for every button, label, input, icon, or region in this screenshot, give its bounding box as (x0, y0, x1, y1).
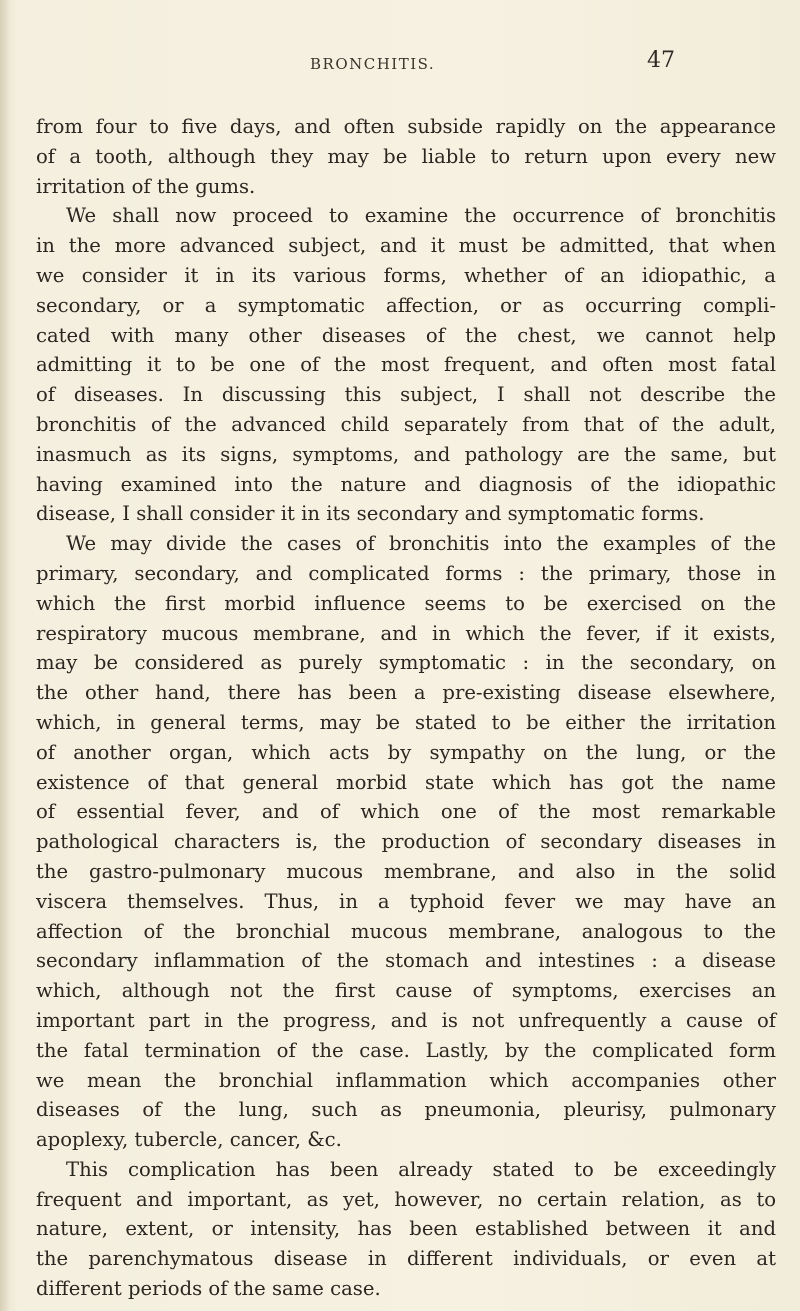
body-text (36, 112, 776, 1304)
text-line: which the first morbid influence seems to be exercised on the (36, 591, 776, 615)
text-line: nature, extent, or intensity, has been established between it and (36, 1217, 776, 1241)
text-line: of another organ, which acts by sympathy on the lung, or the (36, 740, 776, 764)
text-line: secondary inflammation of the stomach and intestines : a disease (36, 949, 776, 973)
text-line: bronchitis of the advanced child separately from that of the adult, (36, 412, 776, 436)
text-line: This complication has been already stated to be exceedingly (66, 1157, 776, 1181)
text-line: We may divide the cases of bronchitis into the examples of the (66, 532, 776, 556)
running-head: BRONCHITIS. (310, 55, 436, 73)
text-line: the fatal termination of the case. Lastly, by the complicated form (36, 1038, 776, 1062)
text-line: from four to five days, and often subside rapidly on the appearance (36, 115, 776, 138)
text-line: in the more advanced subject, and it must be admitted, that when (36, 234, 776, 258)
text-line: We shall now proceed to examine the occurrence of bronchitis (66, 204, 776, 228)
text-line: diseases of the lung, such as pneumonia, pleurisy, pulmonary (36, 1098, 776, 1122)
text-line: existence of that general morbid state which has got the name (36, 770, 776, 794)
text-line: may be considered as purely symptomatic : in the secondary, on (36, 651, 776, 675)
text-line: cated with many other diseases of the chest, we cannot help (36, 323, 776, 347)
text-line: pathological characters is, the production of secondary diseases in (36, 830, 776, 854)
text-line: having examined into the nature and diagnosis of the idiopathic (36, 472, 776, 496)
text-line: apoplexy, tubercle, cancer, &c. (36, 1128, 342, 1152)
text-line: inasmuch as its signs, symptoms, and pathology are the same, but (36, 442, 776, 466)
text-line: important part in the progress, and is not unfrequently a cause of (36, 1008, 776, 1032)
text-line: primary, secondary, and complicated forms : the primary, those in (36, 561, 776, 585)
text-line: the parenchymatous disease in different individuals, or even at (36, 1247, 776, 1271)
text-line: viscera themselves. Thus, in a typhoid fever we may have an (36, 889, 776, 913)
spine-shadow (0, 0, 10, 1311)
text-line: respiratory mucous membrane, and in which the fever, if it exists, (36, 621, 776, 645)
text-line: of diseases. In discussing this subject, I shall not describe the (36, 383, 776, 407)
text-line: which, although not the first cause of symptoms, exercises an (36, 979, 776, 1003)
text-line: frequent and important, as yet, however, no certain relation, as to (36, 1187, 776, 1211)
text-line: we consider it in its various forms, whether of an idiopathic, a (36, 263, 776, 287)
text-line: the gastro-pulmonary mucous membrane, and also in the solid (36, 859, 776, 883)
text-line: we mean the bronchial inflammation which accompanies other (36, 1068, 776, 1092)
text-line: different periods of the same case. (36, 1277, 381, 1301)
text-line: irritation of the gums. (36, 174, 256, 198)
text-line: admitting it to be one of the most frequent, and often most fatal (36, 353, 776, 377)
text-line: the other hand, there has been a pre-existing disease elsewhere, (36, 681, 776, 705)
text-line: disease, I shall consider it in its secondary and symptomatic forms. (36, 502, 705, 526)
page-number: 47 (647, 48, 675, 73)
text-line: affection of the bronchial mucous membrane, analogous to the (36, 919, 776, 943)
text-line: of essential fever, and of which one of the most remarkable (36, 800, 776, 824)
text-line: which, in general terms, may be stated to be either the irritation (36, 710, 776, 734)
text-line: of a tooth, although they may be liable to return upon every new (36, 144, 776, 168)
text-line: secondary, or a symptomatic affection, or as occurring compli- (36, 293, 776, 317)
